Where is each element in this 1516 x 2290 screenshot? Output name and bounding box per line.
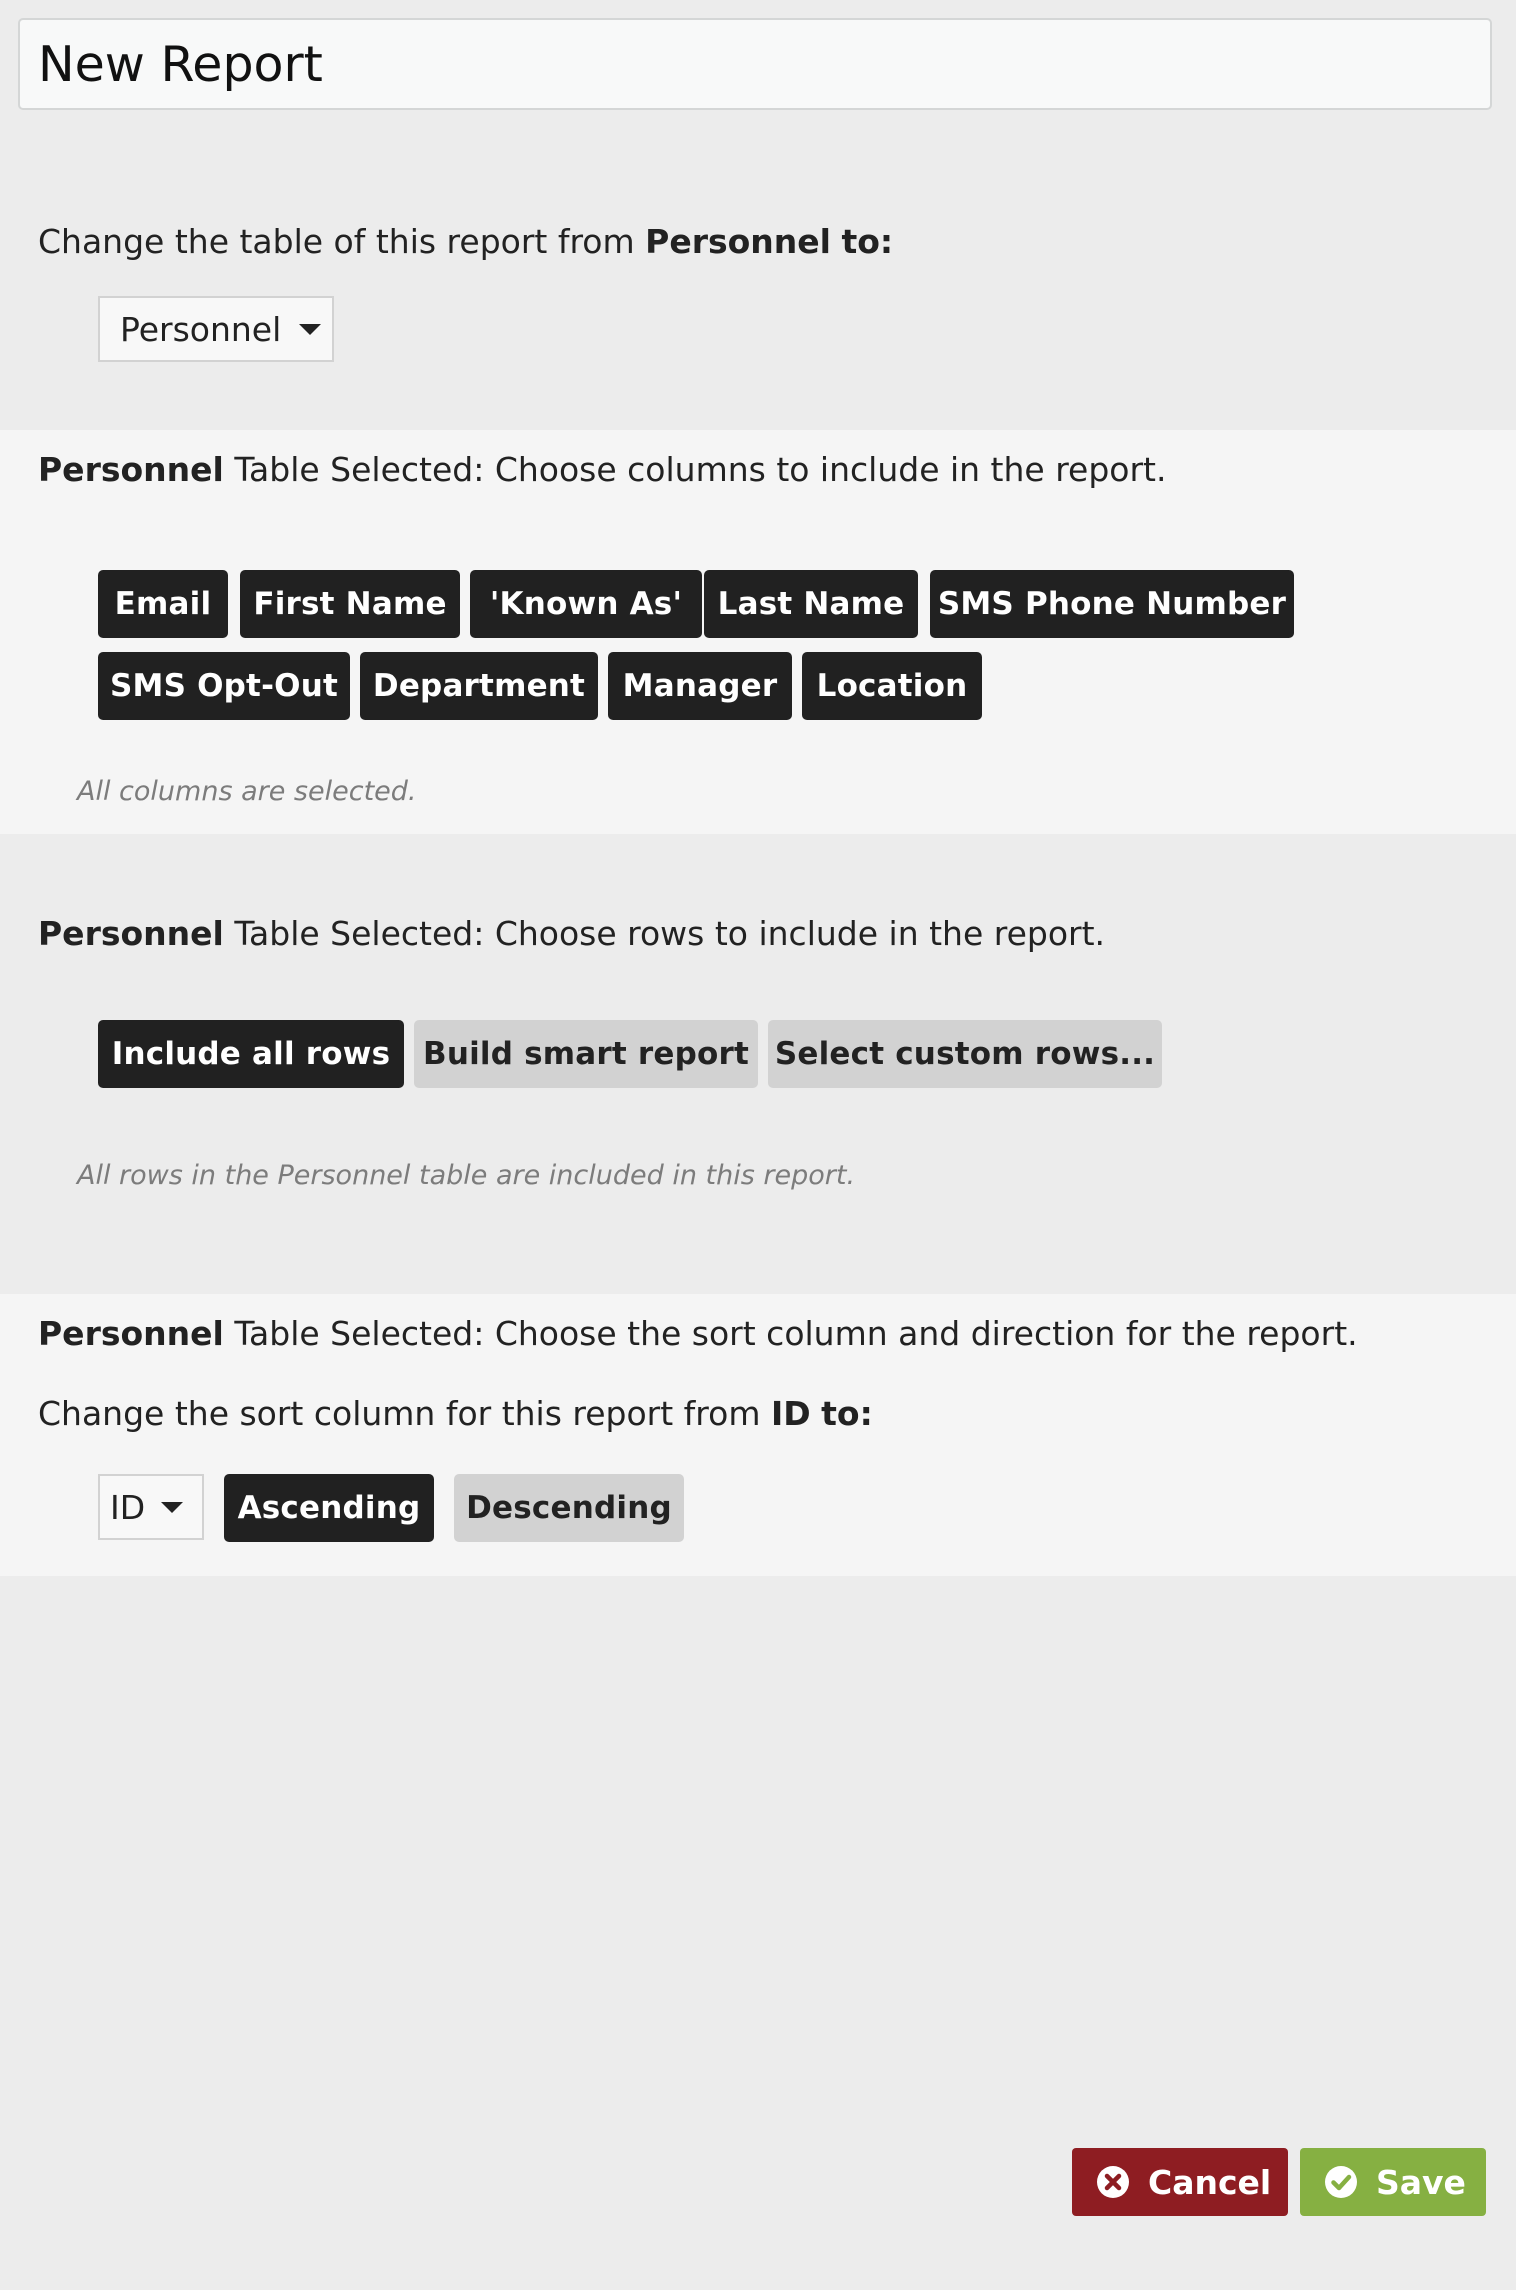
sort-descending-button[interactable]: Descending [454,1474,684,1542]
table-change-prompt-text: Change the table of this report from [38,222,635,261]
sort-prompt [38,1314,1358,1354]
caret-down-icon [299,324,321,335]
column-chip-department[interactable]: Department [360,652,598,720]
table-select-value: Personnel [120,309,282,349]
sort-prompt-text: Table Selected: Choose the sort column and direction for the report. [234,1314,1358,1353]
table-change-prompt [38,222,893,262]
column-chip-email[interactable]: Email [98,570,228,638]
columns-note: All columns are selected. [77,776,417,807]
column-chip-sms-opt-out[interactable]: SMS Opt-Out [98,652,350,720]
sort-column-prompt-text: Change the sort column for this report from [38,1394,761,1433]
rows-table-name: Personnel [38,914,224,953]
column-chip-first-name[interactable]: First Name [240,570,460,638]
sort-ascending-button[interactable]: Ascending [224,1474,434,1542]
rows-prompt [38,914,1105,954]
rows-prompt-text: Table Selected: Choose rows to include in the report. [234,914,1106,953]
table-select-dropdown[interactable] [98,296,334,362]
rows-section [0,834,1516,1294]
save-button[interactable] [1300,2148,1486,2216]
sort-column-prompt-suffix: to: [821,1394,873,1433]
sort-column-value: ID [110,1487,146,1527]
column-chip-location[interactable]: Location [802,652,982,720]
save-button-label: Save [1376,2162,1466,2202]
build-smart-report-button[interactable]: Build smart report [414,1020,758,1088]
current-table-name: Personnel [645,222,831,261]
check-circle-icon [1324,2165,1358,2199]
sort-column-dropdown[interactable] [98,1474,204,1540]
cancel-button-label: Cancel [1148,2162,1272,2202]
column-chip-last-name[interactable]: Last Name [704,570,918,638]
current-sort-column: ID [770,1394,811,1433]
rows-note: All rows in the Personnel table are included in this report. [77,1160,856,1191]
include-all-rows-button[interactable]: Include all rows [98,1020,404,1088]
cancel-button[interactable] [1072,2148,1288,2216]
column-chip-manager[interactable]: Manager [608,652,792,720]
sort-table-name: Personnel [38,1314,224,1353]
columns-section [0,430,1516,834]
report-title-input[interactable] [18,18,1492,110]
x-circle-icon [1096,2165,1130,2199]
table-select-section [0,180,1516,430]
column-chip-sms-phone-number[interactable]: SMS Phone Number [930,570,1294,638]
columns-prompt-text: Table Selected: Choose columns to include in the report. [234,450,1167,489]
columns-table-name: Personnel [38,450,224,489]
caret-down-icon [161,1502,183,1513]
table-change-prompt-suffix: to: [841,222,894,261]
sort-column-prompt [38,1394,873,1434]
sort-section [0,1294,1516,1576]
column-chip-known-as[interactable]: 'Known As' [470,570,702,638]
select-custom-rows-button[interactable]: Select custom rows... [768,1020,1162,1088]
columns-prompt [38,450,1166,490]
